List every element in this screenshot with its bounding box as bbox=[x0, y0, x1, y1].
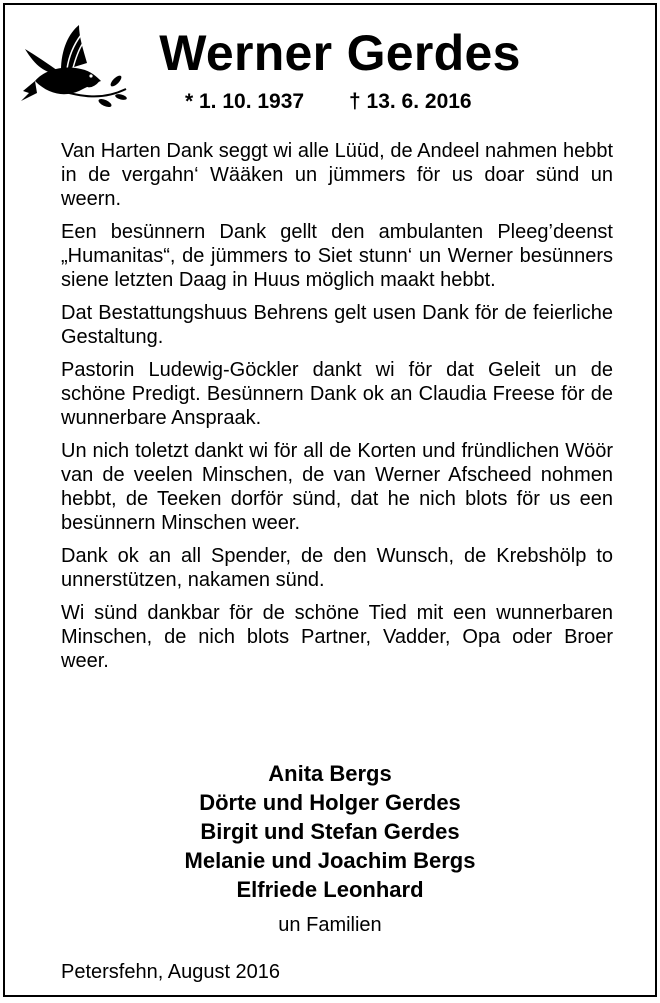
signers-block bbox=[5, 759, 655, 937]
paragraph: Pastorin Ludewig-Göckler dankt wi för dat Geleit un de schöne Predigt. Besünnern Dank ok an Claudia Freese för de wunnerbare Anspraak. bbox=[61, 359, 613, 429]
signer-name: Elfriede Leonhard bbox=[236, 877, 424, 902]
life-dates bbox=[185, 89, 495, 115]
signer-name: Birgit und Stefan Gerdes bbox=[200, 819, 460, 844]
obituary-notice bbox=[3, 3, 657, 997]
place-date: Petersfehn, August 2016 bbox=[61, 961, 281, 983]
families-line: un Familien bbox=[278, 914, 382, 936]
paragraph: Een besünnern Dank gellt den ambulanten Pleeg’deenst „Humanitas“, de jümmers to Siet stunn‘ un Werner besünners siene letzten Daag in Huus möglich maakt hebbt. bbox=[61, 221, 613, 291]
paragraph: Wi sünd dankbar för de schöne Tied mit een wunnerbaren Minschen, de nich blots Partner, Vadder, Opa oder Broer weer. bbox=[61, 602, 613, 672]
dove-with-olive-branch-icon bbox=[21, 21, 133, 121]
deceased-name: Werner Gerdes bbox=[159, 25, 521, 81]
signer-name: Anita Bergs bbox=[268, 761, 392, 786]
signer-name: Dörte und Holger Gerdes bbox=[199, 790, 461, 815]
death-date: † 13. 6. 2016 bbox=[349, 90, 472, 113]
paragraph: Un nich toletzt dankt wi för all de Korten und fründlichen Wöör van de veelen Minschen, de van Werner Afscheed nohmen hebbt, de Teeken dorför sünd, dat he nich blots för us een besünnern Minschen weer. bbox=[61, 440, 613, 534]
signer-name: Melanie und Joachim Bergs bbox=[184, 848, 476, 873]
paragraph: Van Harten Dank seggt wi alle Lüüd, de Andeel nahmen hebbt in de vergahn‘ Wääken un jümmers för us doar sünd un weern. bbox=[61, 140, 613, 210]
birth-date: * 1. 10. 1937 bbox=[185, 90, 305, 113]
thanks-text bbox=[61, 139, 613, 682]
paragraph: Dat Bestattungshuus Behrens gelt usen Dank för de feierliche Gestaltung. bbox=[61, 302, 613, 348]
paragraph: Dank ok an all Spender, de den Wunsch, de Krebshölp to unnerstützen, nakamen sünd. bbox=[61, 545, 613, 591]
